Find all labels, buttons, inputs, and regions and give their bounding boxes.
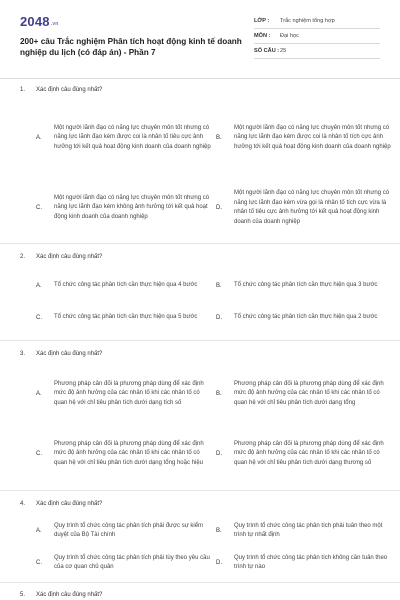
question-header	[0, 583, 400, 600]
option-d[interactable]	[216, 302, 392, 334]
option-text: Phương pháp cân đối là phương pháp dùng để xác định mức độ ảnh hưởng của các nhân tố khi các nhân tố có quan hệ với chỉ tiêu phân tích dưới dạng thương số	[234, 440, 384, 466]
meta-label: MÔN :	[254, 33, 271, 39]
option-text: Một người lãnh đạo có năng lực chuyên môn tốt nhưng có năng lực lãnh đạo kém được coi là nhân tố tiêu cực ảnh hưởng tới kết quả hoạt động kinh doanh của doanh nghiệp	[54, 124, 211, 150]
option-text: Quy trình tổ chức công tác phân tích phải tuân theo một trình tự nhất định	[234, 522, 383, 538]
document-title: 200+ câu Trắc nghiệm Phân tích hoạt động kinh tế doanh nghiệp du lịch (có đáp án) - Phần 7	[20, 37, 242, 57]
option-text: Tổ chức công tác phân tích cần thực hiện qua 2 bước	[234, 314, 378, 321]
question-prompt: Xác định câu đúng nhất?	[36, 592, 103, 598]
option-text: Quy trình tổ chức công tác phân tích phải tùy theo yêu cầu của cơ quan chủ quản	[54, 554, 210, 570]
option-letter: B.	[216, 135, 222, 141]
question-header	[0, 244, 400, 266]
option-text: Tổ chức công tác phân tích cần thực hiện qua 4 bước	[54, 282, 198, 289]
option-a[interactable]	[36, 515, 212, 547]
question-header	[0, 79, 400, 97]
question-number: 2.	[20, 254, 26, 260]
option-letter: A.	[36, 283, 42, 289]
option-d[interactable]	[216, 173, 392, 243]
logo-text: 2048	[20, 14, 50, 29]
logo-suffix: .vn	[50, 21, 59, 27]
question-3	[0, 341, 400, 491]
option-text: Quy trình tổ chức công tác phân tích phải được sự kiểm duyệt của Bộ Tài chính	[54, 522, 204, 538]
question-1	[0, 79, 400, 244]
option-text: Phương pháp cân đối là phương pháp dùng để xác định mức độ ảnh hưởng của các nhân tố khi các nhân tố có quan hệ với chỉ tiêu phân tích dưới dạng tổng hoặc hiệu	[54, 440, 204, 466]
option-letter: A.	[36, 528, 42, 534]
meta-value: Đại học	[280, 33, 299, 39]
question-prompt: Xác định câu đúng nhất?	[36, 351, 103, 357]
option-text: Quy trình tổ chức công tác phân tích không cần tuân theo trình tự nào	[234, 554, 388, 570]
question-prompt: Xác định câu đúng nhất?	[36, 254, 103, 260]
option-b[interactable]	[216, 365, 392, 423]
option-c[interactable]	[36, 173, 212, 243]
option-text: Tổ chức công tác phân tích cần thực hiện qua 5 bước	[54, 314, 198, 321]
question-number: 5.	[20, 592, 26, 598]
question-number: 4.	[20, 501, 26, 507]
option-letter: B.	[216, 391, 222, 397]
question-prompt: Xác định câu đúng nhất?	[36, 87, 103, 93]
meta-row-count	[254, 44, 380, 59]
option-text: Một người lãnh đạo có năng lực chuyên môn tốt nhưng có năng lực lãnh đạo kém vừa gọi là nhân tố tích cực vừa là nhân tố tiêu cực ảnh hưởng tới kết quả hoạt động kinh doanh của doanh nghiệp	[234, 190, 390, 225]
meta-value: Trắc nghiệm tổng hợp	[280, 18, 335, 24]
question-4	[0, 491, 400, 583]
option-text: Một người lãnh đạo có năng lực chuyên môn tốt nhưng có năng lực lãnh đạo kém không ảnh hưởng tới kết quả hoạt động kinh doanh của doanh nghiệp	[54, 194, 210, 220]
option-letter: B.	[216, 283, 222, 289]
answer-options	[0, 266, 400, 334]
option-letter: B.	[216, 528, 222, 534]
question-list	[0, 79, 400, 600]
option-letter: C.	[36, 451, 42, 457]
option-a[interactable]	[36, 270, 212, 302]
option-a[interactable]	[36, 103, 212, 173]
option-a[interactable]	[36, 365, 212, 423]
option-c[interactable]	[36, 302, 212, 334]
answer-options	[0, 363, 400, 485]
option-letter: C.	[36, 560, 42, 566]
option-letter: D.	[216, 560, 222, 566]
question-5	[0, 583, 400, 600]
option-c[interactable]	[36, 547, 212, 579]
option-d[interactable]	[216, 547, 392, 579]
option-text: Phương pháp cân đối là phương pháp dùng để xác định mức độ ảnh hưởng của các nhân tố khi các nhân tố có quan hệ với chỉ tiêu phân tích dưới dạng tổng	[234, 380, 384, 406]
document-meta	[254, 14, 380, 59]
option-text: Một người lãnh đạo có năng lực chuyên môn tốt nhưng có năng lực lãnh đạo kém được coi là nhân tố tích cực ảnh hưởng tới kết quả hoạt động kinh doanh của doanh nghiệp	[234, 124, 391, 150]
option-b[interactable]	[216, 103, 392, 173]
option-letter: C.	[36, 315, 42, 321]
question-2	[0, 244, 400, 341]
option-letter: D.	[216, 315, 222, 321]
meta-label: SỐ CÂU :	[254, 48, 280, 54]
question-header	[0, 491, 400, 513]
meta-row-class	[254, 14, 380, 29]
option-c[interactable]	[36, 423, 212, 485]
question-header	[0, 341, 400, 363]
option-letter: A.	[36, 135, 42, 141]
option-letter: A.	[36, 391, 42, 397]
meta-value: 25	[280, 48, 287, 54]
question-prompt: Xác định câu đúng nhất?	[36, 501, 103, 507]
option-letter: C.	[36, 205, 42, 211]
page-header	[0, 0, 400, 80]
option-text: Tổ chức công tác phân tích cần thực hiện qua 3 bước	[234, 282, 378, 289]
question-number: 3.	[20, 351, 26, 357]
answer-options	[0, 513, 400, 579]
meta-row-subject	[254, 29, 380, 44]
answer-options	[0, 97, 400, 243]
option-d[interactable]	[216, 423, 392, 485]
question-number: 1.	[20, 87, 26, 93]
meta-label: LỚP :	[254, 18, 270, 24]
option-text: Phương pháp cân đối là phương pháp dùng để xác định mức độ ảnh hưởng của các nhân tố khi các nhân tố có quan hệ với chỉ tiêu phân tích dưới dạng tích số	[54, 380, 204, 406]
option-b[interactable]	[216, 515, 392, 547]
option-b[interactable]	[216, 270, 392, 302]
site-logo[interactable]	[20, 14, 59, 29]
option-letter: D.	[216, 205, 222, 211]
option-letter: D.	[216, 451, 222, 457]
